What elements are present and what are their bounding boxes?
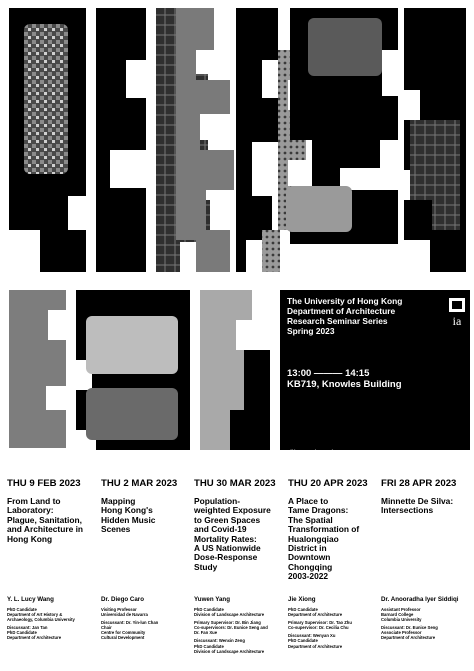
speaker-detail: Division of Landscape Architecture bbox=[194, 648, 265, 654]
seminar-title-line: A US Nationwide bbox=[194, 543, 261, 554]
series-header bbox=[287, 296, 469, 460]
speaker-name: Y. L. Lucy Wang bbox=[7, 596, 54, 603]
speaker-detail: Centre for Community bbox=[101, 630, 146, 636]
seminar-title bbox=[7, 497, 97, 544]
seminar-title-line: Study bbox=[194, 561, 218, 572]
speaker-detail: Visiting Professor bbox=[101, 607, 137, 612]
speaker-detail: Department of Architecture bbox=[7, 635, 62, 641]
speaker-block bbox=[194, 596, 286, 654]
speaker-name: Dr. Diego Caro bbox=[101, 596, 144, 603]
seminar-title-line: Plague, Sanitation, bbox=[7, 514, 82, 525]
blob-2 bbox=[96, 8, 146, 272]
speaker-detail: Co-supervisor: Dr. Cecilia Chu bbox=[288, 625, 349, 631]
seminar-title-line: The Spatial bbox=[288, 514, 333, 525]
seminar-title-line: Minnette De Silva: bbox=[381, 496, 454, 506]
speaker-detail: PhD Candidate bbox=[194, 607, 224, 612]
speaker-detail: Columbia University bbox=[381, 617, 422, 623]
seminar-column bbox=[194, 478, 284, 572]
enquiry-note: All interested are welcome. Enquiry: hkuniche@hku.hk bbox=[287, 449, 347, 460]
speaker-detail: Discussant: Dr. Yin-lun Chan bbox=[101, 620, 159, 626]
seminar-title-line: Dose-Response bbox=[194, 552, 258, 563]
speaker-detail: Division of Landscape Architecture bbox=[194, 612, 265, 618]
seminar-title-line: From Land to bbox=[7, 496, 61, 506]
speaker-detail: Discussant: Wenyan Xu bbox=[288, 633, 336, 639]
seminar-column bbox=[7, 478, 97, 544]
seminar-title-line: District in bbox=[288, 543, 327, 554]
photo-house bbox=[286, 186, 352, 232]
seminar-title bbox=[288, 497, 378, 582]
seminar-date: THU 2 MAR 2023 bbox=[101, 478, 178, 489]
speaker-detail: PhD Candidate bbox=[288, 607, 318, 612]
seminar-title-line: Mortality Rates: bbox=[194, 533, 257, 544]
seminar-title-line: Scenes bbox=[101, 524, 131, 535]
seminar-title-line: Chongqing bbox=[288, 561, 333, 572]
speaker-detail: PhD Candidate bbox=[7, 630, 37, 636]
top-row-shapes bbox=[9, 8, 466, 272]
seminar-venue: KB719, Knowles Building bbox=[287, 379, 402, 390]
speaker-detail: Dr. Fan Xue bbox=[194, 630, 218, 636]
speaker-detail: Cultural Development bbox=[101, 635, 145, 641]
speaker-detail: Department of Architecture bbox=[288, 612, 343, 618]
photo-usmap bbox=[86, 316, 178, 374]
seminar-column bbox=[381, 478, 471, 516]
seminar-title-line: to Green Spaces bbox=[194, 514, 261, 525]
speaker-detail: Department of Art History & bbox=[7, 612, 63, 618]
seminar-title bbox=[194, 497, 284, 572]
seminar-title-line: Transformation of bbox=[288, 524, 360, 535]
seminar-title-line: Hidden Music bbox=[101, 514, 156, 525]
speaker-detail: Discussant: Dr. Eunice Seng bbox=[381, 625, 438, 631]
seminar-title-line: Tame Dragons: bbox=[288, 505, 349, 516]
photo-office bbox=[86, 388, 178, 440]
series-title: The University of Hong Kong Department of Architecture Research Seminar Series Spring 2023 bbox=[287, 296, 403, 336]
seminar-title-line: Hualongqiao bbox=[288, 533, 339, 544]
speaker-block bbox=[288, 596, 380, 649]
speaker-block bbox=[381, 596, 473, 641]
seminar-date: FRI 28 APR 2023 bbox=[381, 478, 457, 489]
seminar-title bbox=[101, 497, 191, 535]
speaker-name: Jie Xiong bbox=[288, 596, 316, 603]
speaker-detail: Archaeology, Columbia University bbox=[7, 617, 75, 623]
photo-car bbox=[308, 18, 382, 76]
speaker-name: Yuwen Yang bbox=[194, 596, 230, 603]
seminar-time: 13:00 ——— 14:15 bbox=[287, 368, 370, 379]
seminar-title-line: Intersections bbox=[381, 505, 434, 516]
photo-portrait bbox=[9, 290, 66, 448]
seminar-title bbox=[381, 497, 471, 516]
speaker-detail: Department of Architecture bbox=[381, 635, 436, 641]
seminar-title-line: and Covid-19 bbox=[194, 524, 247, 535]
seminar-date: THU 9 FEB 2023 bbox=[7, 478, 81, 489]
speaker-detail: Discussant: Jan Tan bbox=[7, 625, 48, 631]
speaker-block bbox=[101, 596, 193, 641]
speaker-detail: Co-supervisors: Dr. Eunice Seng and bbox=[194, 625, 268, 631]
speaker-detail: Assistant Professor bbox=[381, 607, 421, 612]
speaker-detail: Discussant: Wenxin Zeng bbox=[194, 638, 245, 644]
seminar-date: THU 30 MAR 2023 bbox=[194, 478, 276, 489]
speaker-detail: Barnard College bbox=[381, 612, 414, 618]
speaker-detail: Associate Professor bbox=[381, 630, 422, 636]
speaker-detail: Department of Architecture bbox=[288, 643, 343, 649]
speaker-detail: Universidad de Navarra bbox=[101, 612, 148, 618]
seminar-title-line: Population- bbox=[194, 496, 241, 506]
speaker-detail: PhD Candidate bbox=[288, 638, 318, 644]
seminar-title-line: Hong Kong bbox=[7, 533, 53, 544]
speaker-detail: Chair bbox=[101, 625, 112, 631]
speaker-block bbox=[7, 596, 99, 641]
seminar-column bbox=[288, 478, 378, 582]
seminar-title-line: and Architecture in bbox=[7, 524, 84, 535]
hku-logo bbox=[449, 298, 465, 328]
speaker-detail: PhD Candidate bbox=[194, 643, 224, 649]
svg-text:ia: ia bbox=[452, 314, 462, 328]
speaker-detail: PhD Candidate bbox=[7, 607, 37, 612]
seminar-title-line: weighted Exposure bbox=[194, 505, 271, 516]
seminar-title-line: 2003-2022 bbox=[288, 571, 329, 582]
seminar-columns bbox=[0, 478, 474, 671]
seminar-title-line: Downtown bbox=[288, 552, 331, 563]
seminar-column bbox=[101, 478, 191, 535]
speaker-name: Dr. Anooradha Iyer Siddiqi bbox=[381, 596, 459, 603]
seminar-title-line: Mapping bbox=[101, 496, 136, 506]
seminar-title-line: A Place to bbox=[288, 496, 329, 506]
seminar-title-line: Hong Kong's bbox=[101, 505, 153, 516]
speaker-detail: Primary Supervisor: Dr. Tao Zhu bbox=[288, 620, 352, 626]
seminar-date: THU 20 APR 2023 bbox=[288, 478, 368, 489]
photo-ornament bbox=[24, 24, 68, 174]
seminar-title-line: Laboratory: bbox=[7, 505, 54, 516]
speaker-detail: Primary Supervisor: Dr. Bin Jiang bbox=[194, 620, 261, 626]
